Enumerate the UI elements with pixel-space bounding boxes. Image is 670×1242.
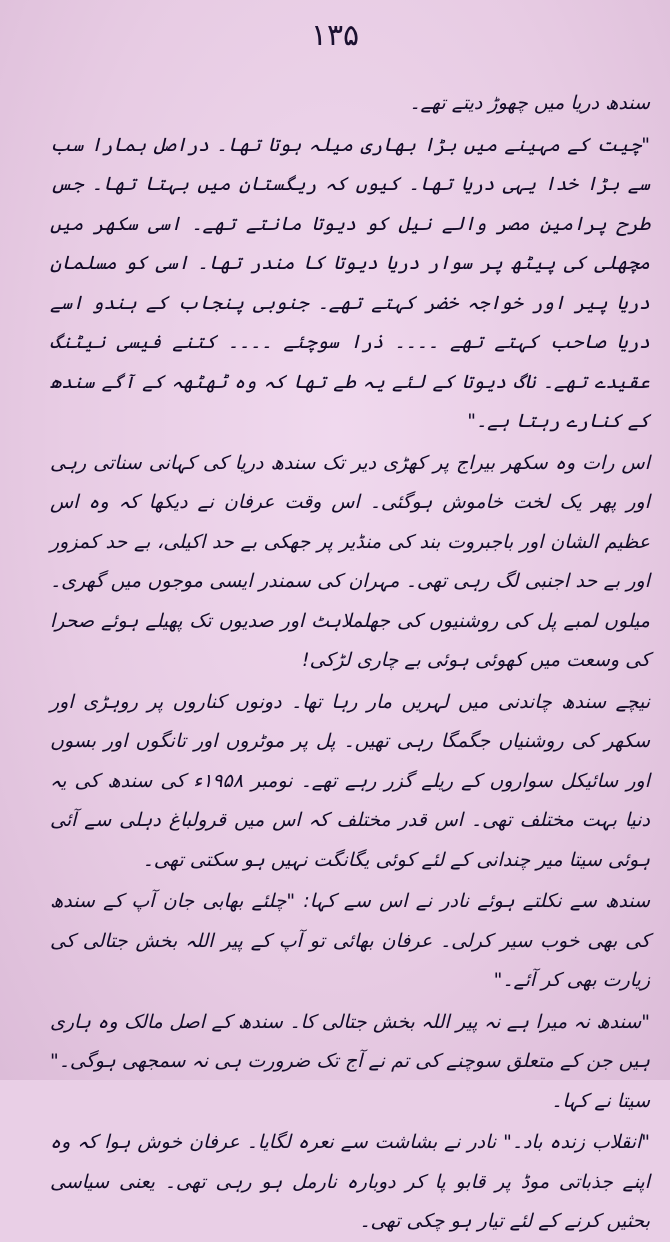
paragraph-7: "انقلاب زندہ باد۔" نادر نے بشاشت سے نعرہ لگایا۔ عرفان خوش ہوا کہ وہ اپنے جذباتی موڈ پر قابو پا کر دوبارہ نارمل ہو رہی تھی۔ یعنی سیاسی بحثیں کرنے کے لئے تیار ہو چکی تھی۔	[50, 1131, 650, 1232]
paragraph-2: "چیت کے مہینے میں بڑا بھاری میلہ ہوتا تھا۔ دراصل ہمارا سب سے بڑا خدا یہی دریا تھا۔ کیوں کہ ریگستان میں بہتا تھا۔ جس طرح پرامین مصر والے نیل کو دیوتا مانتے تھے۔ اسی سکھر میں مچھلی کی پیٹھ پر سوار دریا دیوتا کا مندر تھا۔ اسی کو مسلمان دریا پیر اور خواجہ خضر کہتے تھے۔ جنوبی پنجاب کے ہندو اسے دریا صاحب کہتے تھے ۔۔۔۔ ذرا سوچئے ۔۔۔۔ کتنے فیسی نیٹنگ عقیدے تھے۔ ناگ دیوتا کے لئے یہ طے تھا کہ وہ ٹھٹھہ کے آگے سندھ کے کنارے رہتا ہے۔"	[50, 133, 650, 432]
paragraph-4: نیچے سندھ چاندنی میں لہریں مار رہا تھا۔ دونوں کناروں پر روہڑی اور سکھر کی روشنیاں جگمگا رہی تھیں۔ پل پر موٹروں اور تانگوں اور بسوں اور سائیکل سواروں کے ریلے گزر رہے تھے۔ نومبر ۱۹۵۸ء کی سندھ کی یہ دنیا بہت مختلف تھی۔ اس قدر مختلف کہ اس میں قرولباغ دہلی سے آئی ہوئی سیتا میر چندانی کے لئے کوئی یگانگت نہیں ہو سکتی تھی۔	[50, 690, 651, 871]
paragraph-3: اس رات وہ سکھر بیراج پر کھڑی دیر تک سندھ دریا کی کہانی سناتی رہی اور پھر یک لخت خاموش ہوگئی۔ اس وقت عرفان نے دیکھا کہ وہ اس عظیم الشان اور باجبروت بند کی منڈیر پر جھکی بے حد اکیلی، بے حد کمزور اور بے حد اجنبی لگ رہی تھی۔ مہران کی سمندر ایسی موجوں میں گھری۔ میلوں لمبے پل کی روشنیوں کی جھلملاہٹ اور صدیوں تک پھیلے ہوئے صحرا کی وسعت میں کھوئی ہوئی بے چاری لڑکی!	[50, 451, 650, 671]
body-text	[50, 84, 650, 1242]
paragraph-6: "سندھ نہ میرا ہے نہ پیر اللہ بخش جتالی کا۔ سندھ کے اصل مالک وہ ہاری ہیں جن کے متعلق سوچنے کی تم نے آج تک ضرورت ہی نہ سمجھی ہوگی۔" سیتا نے کہا۔	[50, 1010, 650, 1112]
paragraph-5: سندھ سے نکلتے ہوئے نادر نے اس سے کہا: "چلئے بھابی جان آپ کے سندھ کی بھی خوب سیر کرلی۔ عرفان بھائی تو آپ کے پیر اللہ بخش جتالی کی زیارت بھی کر آئے۔"	[50, 890, 650, 991]
paragraph-1: سندھ دریا میں چھوڑ دیتے تھے۔	[409, 92, 650, 114]
page-number: ۱۳۵	[310, 18, 360, 53]
